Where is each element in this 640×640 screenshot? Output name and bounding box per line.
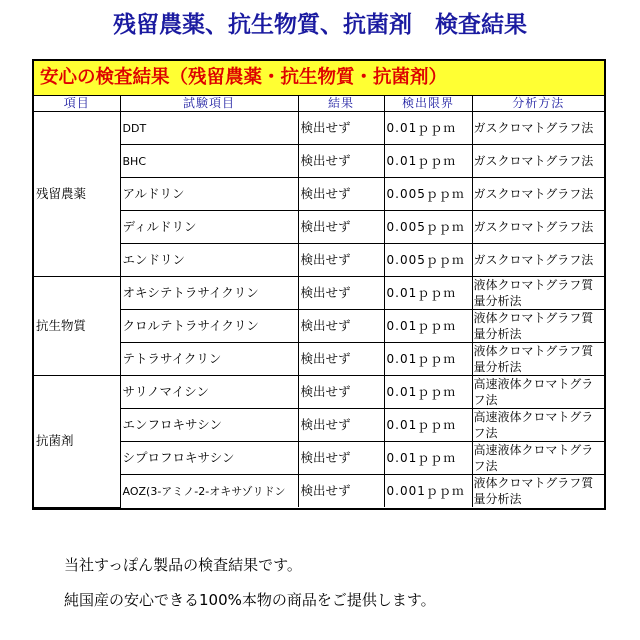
table-row bbox=[34, 112, 604, 145]
table-row bbox=[34, 442, 604, 475]
table-header-row bbox=[34, 96, 604, 112]
inspection-report bbox=[32, 59, 606, 510]
analysis-method: 液体クロマトグラフ質量分析法 bbox=[472, 475, 604, 508]
test-item: サリノマイシン bbox=[120, 376, 298, 409]
detection-limit: 0.01ｐｐｍ bbox=[384, 112, 472, 145]
result: 検出せず bbox=[298, 475, 384, 508]
analysis-method: 液体クロマトグラフ質量分析法 bbox=[472, 343, 604, 376]
detection-limit: 0.005ｐｐｍ bbox=[384, 211, 472, 244]
result: 検出せず bbox=[298, 442, 384, 475]
table-row bbox=[34, 178, 604, 211]
header-analysis-method: 分析方法 bbox=[472, 96, 604, 112]
table-row bbox=[34, 343, 604, 376]
analysis-method: ガスクロマトグラフ法 bbox=[472, 211, 604, 244]
table-row bbox=[34, 475, 604, 508]
footer-note: 当社すっぽん製品の検査結果です。 bbox=[64, 556, 302, 574]
detection-limit: 0.005ｐｐｍ bbox=[384, 178, 472, 211]
detection-limit: 0.01ｐｐｍ bbox=[384, 343, 472, 376]
result: 検出せず bbox=[298, 409, 384, 442]
test-item: BHC bbox=[120, 145, 298, 178]
analysis-method: 液体クロマトグラフ質量分析法 bbox=[472, 277, 604, 310]
header-detection-limit: 検出限界 bbox=[384, 96, 472, 112]
detection-limit: 0.01ｐｐｍ bbox=[384, 277, 472, 310]
analysis-method: ガスクロマトグラフ法 bbox=[472, 178, 604, 211]
result: 検出せず bbox=[298, 178, 384, 211]
result: 検出せず bbox=[298, 376, 384, 409]
detection-limit: 0.005ｐｐｍ bbox=[384, 244, 472, 277]
test-item: AOZ(3‐アミノ‐2‐オキサゾリドン bbox=[120, 475, 298, 508]
report-banner: 安心の検査結果（残留農薬・抗生物質・抗菌剤） bbox=[34, 61, 604, 96]
analysis-method: 高速液体クロマトグラフ法 bbox=[472, 409, 604, 442]
page-title: 残留農薬、抗生物質、抗菌剤 検査結果 bbox=[113, 12, 527, 38]
header-category: 項目 bbox=[34, 96, 120, 112]
result: 検出せず bbox=[298, 145, 384, 178]
test-item: エンドリン bbox=[120, 244, 298, 277]
footer-note: 純国産の安心できる100%本物の商品をご提供します。 bbox=[64, 591, 436, 609]
test-item: シプロフロキサシン bbox=[120, 442, 298, 475]
header-test-item: 試験項目 bbox=[120, 96, 298, 112]
test-item: クロルテトラサイクリン bbox=[120, 310, 298, 343]
detection-limit: 0.01ｐｐｍ bbox=[384, 409, 472, 442]
result: 検出せず bbox=[298, 343, 384, 376]
result: 検出せず bbox=[298, 211, 384, 244]
test-item: ディルドリン bbox=[120, 211, 298, 244]
table-row bbox=[34, 244, 604, 277]
table-row bbox=[34, 409, 604, 442]
detection-limit: 0.01ｐｐｍ bbox=[384, 442, 472, 475]
analysis-method: ガスクロマトグラフ法 bbox=[472, 244, 604, 277]
category-antibacterials: 抗菌剤 bbox=[34, 376, 120, 508]
category-pesticides: 残留農薬 bbox=[34, 112, 120, 277]
table-row bbox=[34, 310, 604, 343]
category-antibiotics: 抗生物質 bbox=[34, 277, 120, 376]
table-row bbox=[34, 145, 604, 178]
test-item: オキシテトラサイクリン bbox=[120, 277, 298, 310]
header-result: 結果 bbox=[298, 96, 384, 112]
table-row bbox=[34, 277, 604, 310]
analysis-method: ガスクロマトグラフ法 bbox=[472, 112, 604, 145]
table-row bbox=[34, 211, 604, 244]
analysis-method: 高速液体クロマトグラフ法 bbox=[472, 442, 604, 475]
test-item: アルドリン bbox=[120, 178, 298, 211]
analysis-method: ガスクロマトグラフ法 bbox=[472, 145, 604, 178]
result: 検出せず bbox=[298, 277, 384, 310]
detection-limit: 0.01ｐｐｍ bbox=[384, 310, 472, 343]
test-item: テトラサイクリン bbox=[120, 343, 298, 376]
test-item: DDT bbox=[120, 112, 298, 145]
result: 検出せず bbox=[298, 244, 384, 277]
detection-limit: 0.01ｐｐｍ bbox=[384, 376, 472, 409]
detection-limit: 0.01ｐｐｍ bbox=[384, 145, 472, 178]
analysis-method: 液体クロマトグラフ質量分析法 bbox=[472, 310, 604, 343]
table-row bbox=[34, 376, 604, 409]
result: 検出せず bbox=[298, 310, 384, 343]
test-item: エンフロキサシン bbox=[120, 409, 298, 442]
results-table bbox=[34, 96, 604, 508]
analysis-method: 高速液体クロマトグラフ法 bbox=[472, 376, 604, 409]
detection-limit: 0.001ｐｐｍ bbox=[384, 475, 472, 508]
result: 検出せず bbox=[298, 112, 384, 145]
